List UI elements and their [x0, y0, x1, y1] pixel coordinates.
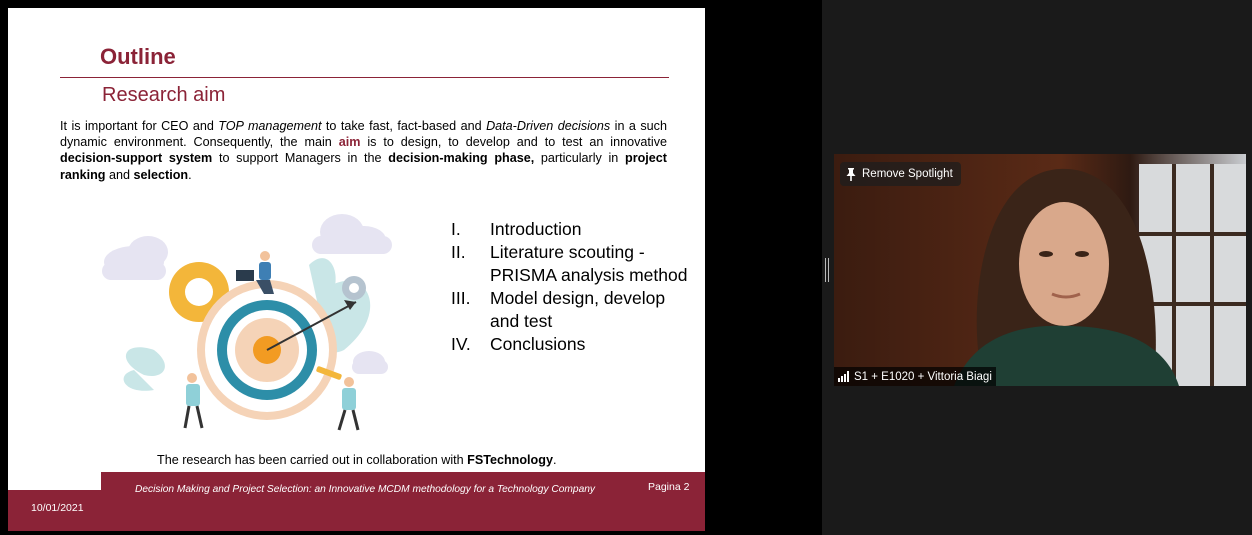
panel-resize-handle[interactable] [825, 258, 829, 282]
video-frame [834, 154, 1246, 386]
slide-title: Outline [100, 44, 176, 69]
footer-notch [8, 472, 101, 490]
participant-video[interactable] [834, 154, 1246, 386]
collaboration-note: The research has been carried out in collaboration with FSTechnology. [157, 453, 557, 467]
slide-footer [8, 472, 705, 531]
footer-page-number: Pagina 2 [648, 481, 690, 493]
remove-spotlight-label: Remove Spotlight [862, 168, 953, 180]
footer-title: Decision Making and Project Selection: an Innovative MCDM methodology for a Technology Company [135, 484, 595, 495]
title-divider [60, 77, 669, 78]
research-aim-paragraph: It is important for CEO and TOP management to take fast, fact-based and Data-Driven decisions in a such dynamic environment. Consequently, the main aim is to design, to develop and to test an innovative decision-support system to support Managers in the decision-making phase, particularly in project ranking and selection. [60, 119, 667, 182]
outline-list [451, 218, 690, 356]
signal-bars-icon [838, 371, 849, 382]
outline-item: II. Literature scouting - PRISMA analysis method [451, 242, 688, 285]
footer-date: 10/01/2021 [31, 502, 84, 514]
remove-spotlight-button[interactable] [840, 162, 961, 186]
outline-item: III. Model design, develop and test [451, 288, 666, 331]
target-illustration [94, 200, 394, 440]
presentation-slide [8, 8, 705, 531]
participant-name-tag [834, 367, 996, 386]
outline-item: IV. Conclusions [451, 334, 586, 354]
participant-name: S1 + E1020 + Vittoria Biagi [854, 370, 992, 383]
outline-item: I. Introduction [451, 219, 582, 239]
slide-subtitle: Research aim [102, 84, 226, 106]
pin-icon [846, 168, 856, 181]
